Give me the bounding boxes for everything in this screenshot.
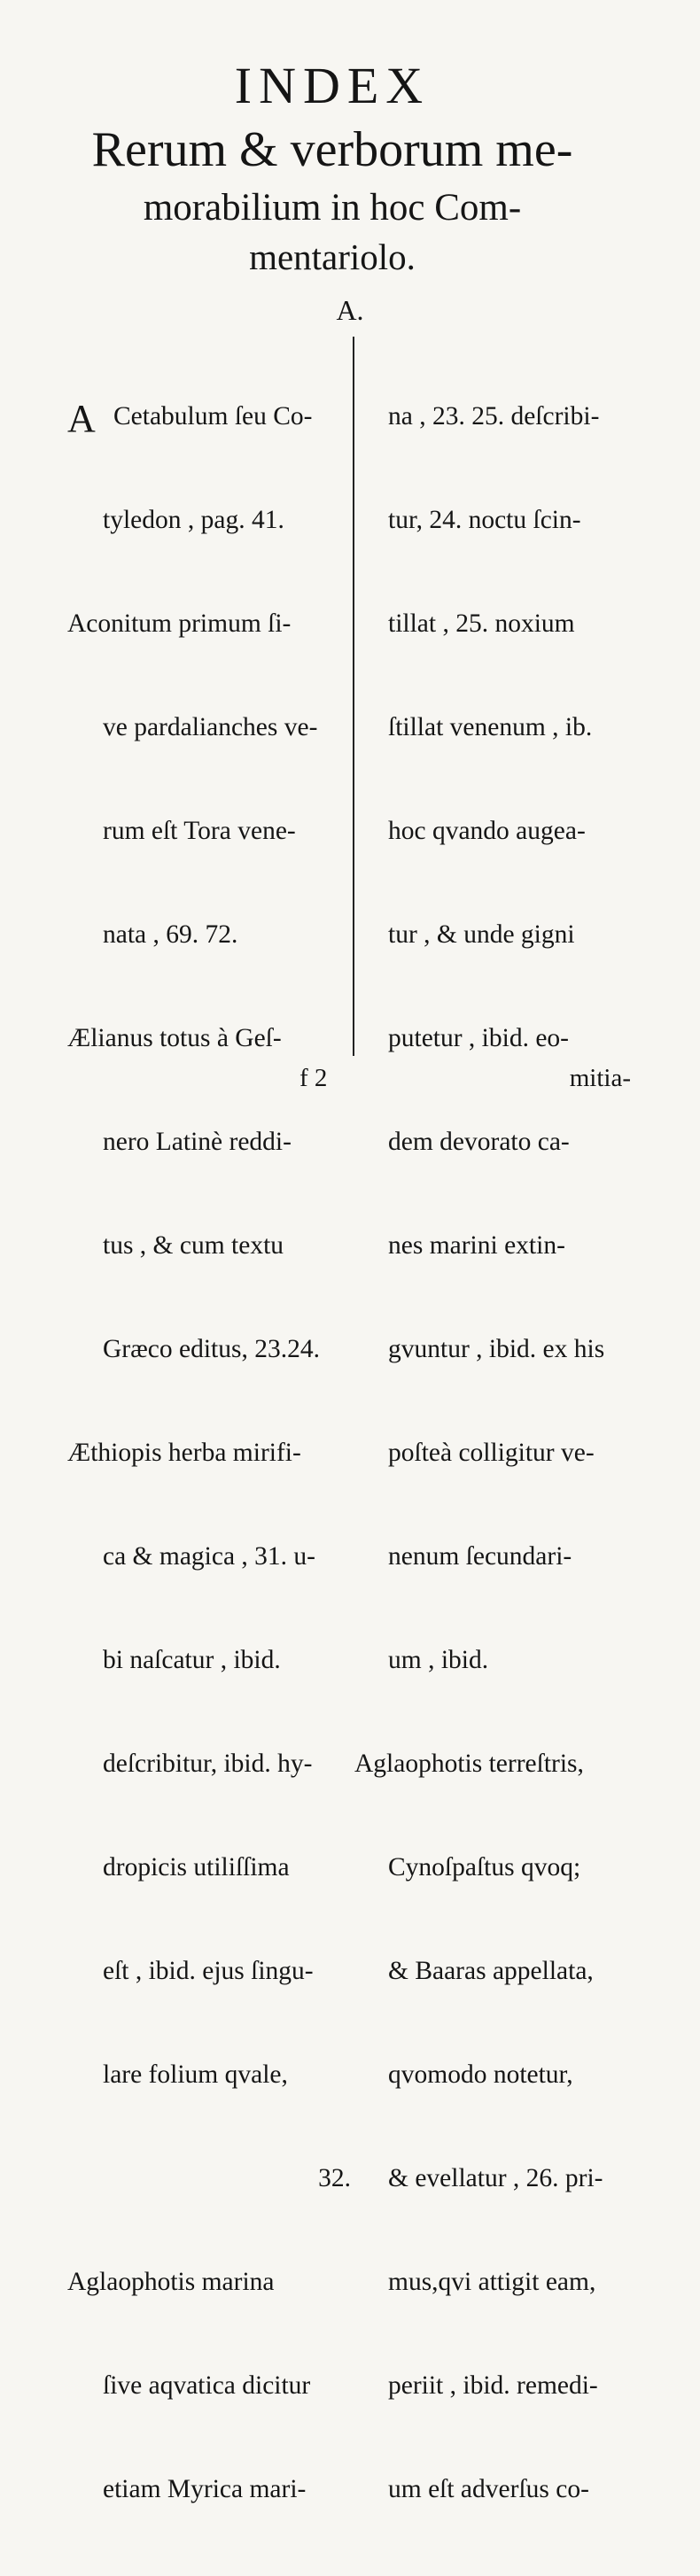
index-line: tur , & unde gigni — [388, 920, 575, 949]
title-line-3: mentariolo. — [249, 237, 416, 277]
index-line: um , ibid. — [388, 1646, 489, 1674]
left-column — [67, 330, 351, 2576]
index-line: Cynoſpaſtus qvoq; — [388, 1853, 581, 1882]
index-line-text: Cetabulum ſeu Co- — [113, 402, 313, 431]
index-line: Græco editus, 23.24. — [103, 1335, 320, 1363]
index-line: eſt , ibid. ejus ſingu- — [103, 1957, 314, 1985]
index-line: na , 23. 25. deſcribi- — [388, 402, 600, 431]
index-line — [67, 397, 351, 440]
index-line: tyledon , pag. 41. — [103, 506, 284, 534]
index-line: ſive aqvatica dicitur — [103, 2371, 311, 2400]
index-line: & Baaras appellata, — [388, 1957, 594, 1985]
index-line: 32. — [318, 2164, 351, 2192]
index-line: nes marini extin- — [388, 1231, 565, 1260]
index-line: Aconitum primum ſi- — [67, 609, 292, 638]
index-line: nero Latinè reddi- — [103, 1128, 292, 1156]
index-line: Aglaophotis terreſtris, — [354, 1750, 584, 1778]
index-line: periit , ibid. remedi- — [388, 2371, 598, 2400]
index-line: deſcribitur, ibid. hy- — [103, 1750, 313, 1778]
title-line-2: morabilium in hoc Com- — [143, 187, 522, 229]
title-line-1: Rerum & verborum me- — [91, 122, 573, 177]
signature-mark: f 2 — [299, 1064, 328, 1092]
section-letter: A. — [336, 294, 364, 326]
index-line: poſteà colligitur ve- — [388, 1439, 595, 1467]
index-heading: INDEX — [234, 57, 431, 114]
index-line: rum eſt Tora vene- — [103, 817, 296, 845]
dropcap: A — [67, 397, 96, 440]
index-line: dem devorato ca- — [388, 1128, 570, 1156]
index-line: dropicis utiliſſima — [103, 1853, 290, 1882]
index-line: mus,qvi attigit eam, — [388, 2268, 596, 2296]
index-line: Æthiopis herba mirifi- — [67, 1439, 301, 1467]
index-line: tillat , 25. noxium — [388, 609, 575, 638]
index-line: nata , 69. 72. — [103, 920, 238, 949]
index-line: tur, 24. noctu ſcin- — [388, 506, 581, 534]
index-line: hoc qvando augea- — [388, 817, 586, 845]
index-line: etiam Myrica mari- — [103, 2475, 307, 2503]
index-line: Aglaophotis marina — [67, 2268, 275, 2296]
index-line: lare folium qvale, — [103, 2060, 288, 2089]
index-line: Ælianus totus à Geſ- — [67, 1024, 282, 1052]
index-line: gvuntur , ibid. ex his — [388, 1335, 605, 1363]
index-line: um eſt adverſus co- — [388, 2475, 589, 2503]
index-line: qvomodo notetur, — [388, 2060, 573, 2089]
index-line: ſtillat venenum , ib. — [388, 713, 593, 741]
index-line: tus , & cum textu — [103, 1231, 284, 1260]
index-line: putetur , ibid. eo- — [388, 1024, 569, 1052]
index-line: ca & magica , 31. u- — [103, 1542, 316, 1571]
index-line: nenum ſecundari- — [388, 1542, 572, 1571]
index-line: bi naſcatur , ibid. — [103, 1646, 281, 1674]
catchword: mitia- — [569, 1064, 631, 1092]
index-line: & evellatur , 26. pri- — [388, 2164, 603, 2192]
right-column — [354, 330, 631, 2576]
index-line: ve pardalianches ve- — [103, 713, 318, 741]
